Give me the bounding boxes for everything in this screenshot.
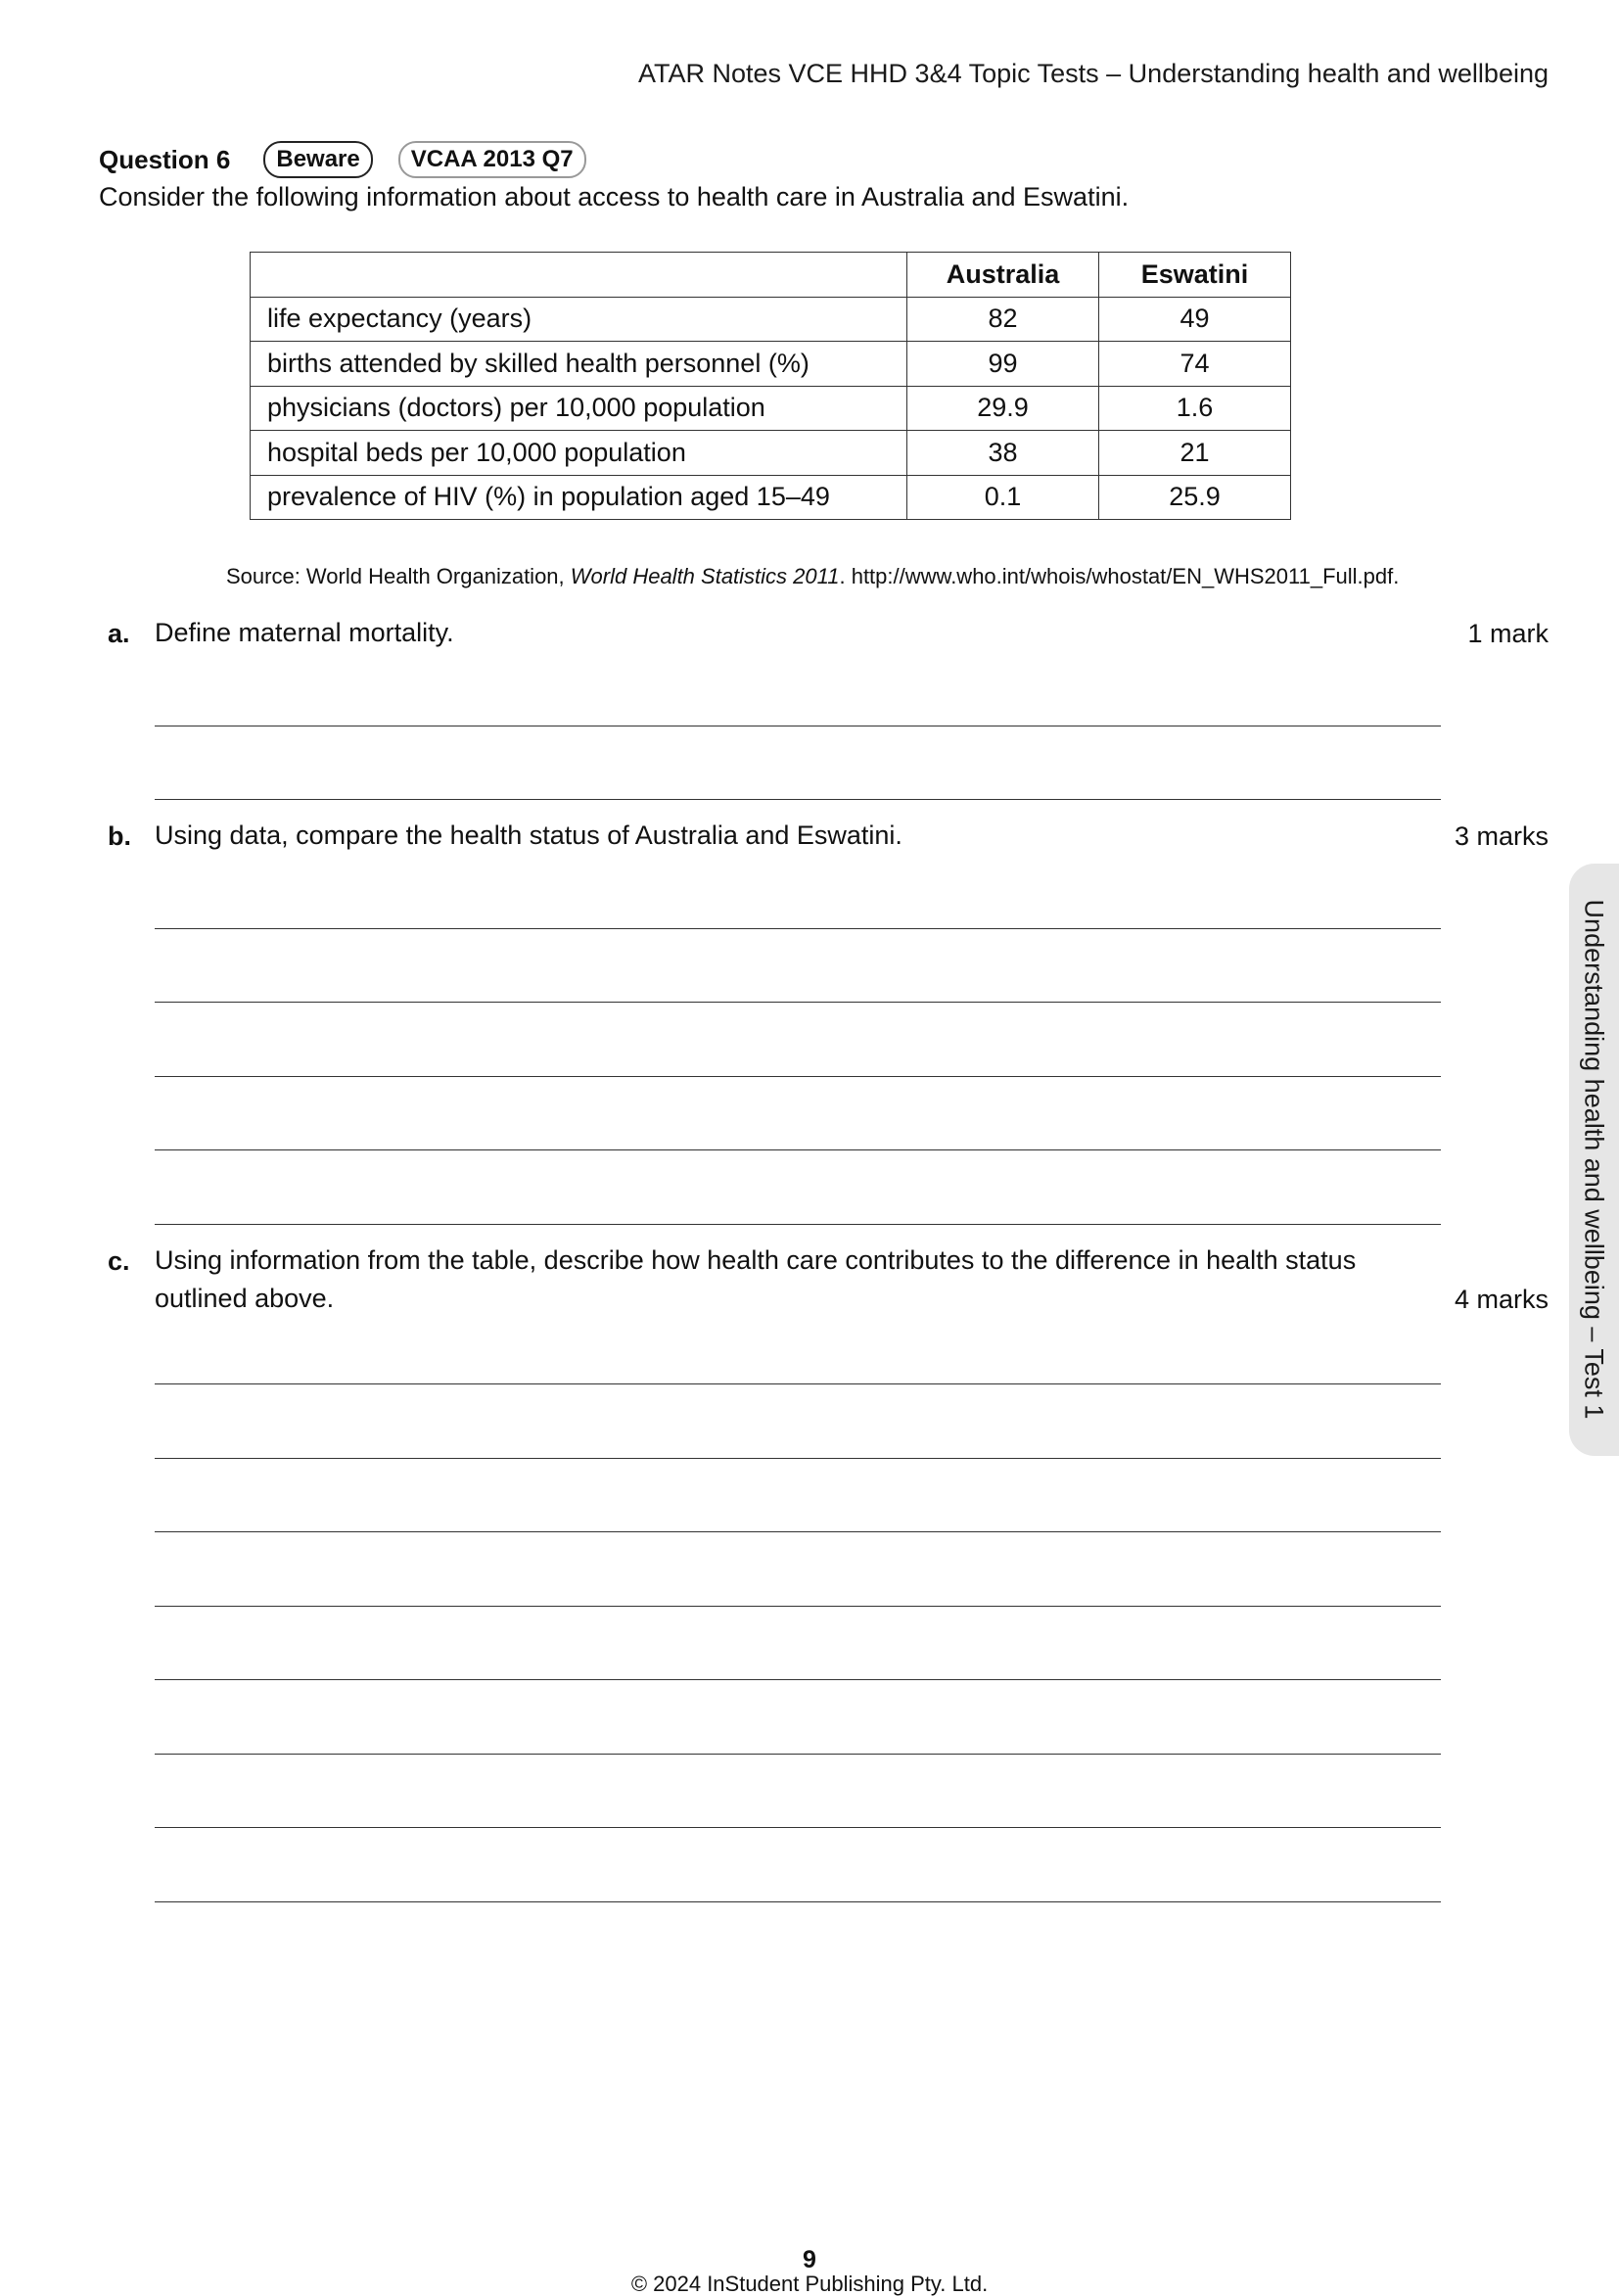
row-label: hospital beds per 10,000 population <box>251 431 907 476</box>
beware-badge: Beware <box>263 141 372 178</box>
answer-line[interactable] <box>155 1002 1441 1003</box>
part-c-marks: 4 marks <box>1454 1285 1549 1314</box>
table-row <box>251 475 1291 520</box>
answer-line[interactable] <box>155 928 1441 929</box>
copyright-notice: © 2024 InStudent Publishing Pty. Ltd. <box>630 2272 989 2296</box>
eswatini-value: 21 <box>1099 431 1291 476</box>
eswatini-value: 25.9 <box>1099 475 1291 520</box>
table-source <box>226 564 1399 589</box>
question-intro: Consider the following information about access to health care in Australia and Eswatini. <box>99 182 1130 211</box>
part-b-marks: 3 marks <box>1454 821 1549 851</box>
row-label: prevalence of HIV (%) in population aged 15–49 <box>251 475 907 520</box>
table-row <box>251 342 1291 387</box>
health-care-access-table <box>250 252 1291 520</box>
part-c-text-line2: outlined above. <box>155 1284 335 1313</box>
row-label: births attended by skilled health personnel (%) <box>251 342 907 387</box>
answer-line[interactable] <box>155 1827 1441 1828</box>
page-number: 9 <box>803 2246 816 2273</box>
table-header-cell <box>251 253 907 298</box>
section-side-tab-label: Understanding health and wellbeing – Test 1 <box>1579 899 1609 1420</box>
part-a-marks: 1 mark <box>1467 619 1549 648</box>
part-b-text: Using data, compare the health status of Australia and Eswatini. <box>155 820 902 850</box>
table-header-eswatini: Eswatini <box>1099 253 1291 298</box>
question-title: Question 6 <box>99 144 231 174</box>
part-b-letter: b. <box>108 821 131 851</box>
eswatini-value: 49 <box>1099 297 1291 342</box>
answer-line[interactable] <box>155 1531 1441 1532</box>
answer-line[interactable] <box>155 1458 1441 1459</box>
answer-line[interactable] <box>155 1149 1441 1150</box>
australia-value: 99 <box>907 342 1099 387</box>
table-row <box>251 386 1291 431</box>
table-header-row <box>251 253 1291 298</box>
part-a-letter: a. <box>108 619 130 648</box>
answer-line[interactable] <box>155 1754 1441 1755</box>
answer-line[interactable] <box>155 1606 1441 1607</box>
source-prefix: Source: World Health Organization, <box>226 564 571 588</box>
australia-value: 82 <box>907 297 1099 342</box>
answer-line[interactable] <box>155 1383 1441 1384</box>
table-row <box>251 297 1291 342</box>
source-suffix: . http://www.who.int/whois/whostat/EN_WHS2011_Full.pdf. <box>839 564 1400 588</box>
eswatini-value: 74 <box>1099 342 1291 387</box>
answer-line[interactable] <box>155 1679 1441 1680</box>
australia-value: 0.1 <box>907 475 1099 520</box>
part-c-text-line1: Using information from the table, describe how health care contributes to the difference in health status <box>155 1245 1357 1275</box>
row-label: physicians (doctors) per 10,000 population <box>251 386 907 431</box>
answer-line[interactable] <box>155 1224 1441 1225</box>
answer-line[interactable] <box>155 1901 1441 1902</box>
table-header-australia: Australia <box>907 253 1099 298</box>
part-c-letter: c. <box>108 1246 130 1276</box>
running-header: ATAR Notes VCE HHD 3&4 Topic Tests – Understanding health and wellbeing <box>638 59 1549 88</box>
source-title: World Health Statistics 2011 <box>570 564 840 588</box>
eswatini-value: 1.6 <box>1099 386 1291 431</box>
answer-line[interactable] <box>155 1076 1441 1077</box>
table-row <box>251 431 1291 476</box>
part-a-text: Define maternal mortality. <box>155 618 454 647</box>
row-label: life expectancy (years) <box>251 297 907 342</box>
australia-value: 29.9 <box>907 386 1099 431</box>
australia-value: 38 <box>907 431 1099 476</box>
question-heading <box>99 141 586 178</box>
source-exam-badge: VCAA 2013 Q7 <box>398 141 586 178</box>
answer-line[interactable] <box>155 799 1441 800</box>
